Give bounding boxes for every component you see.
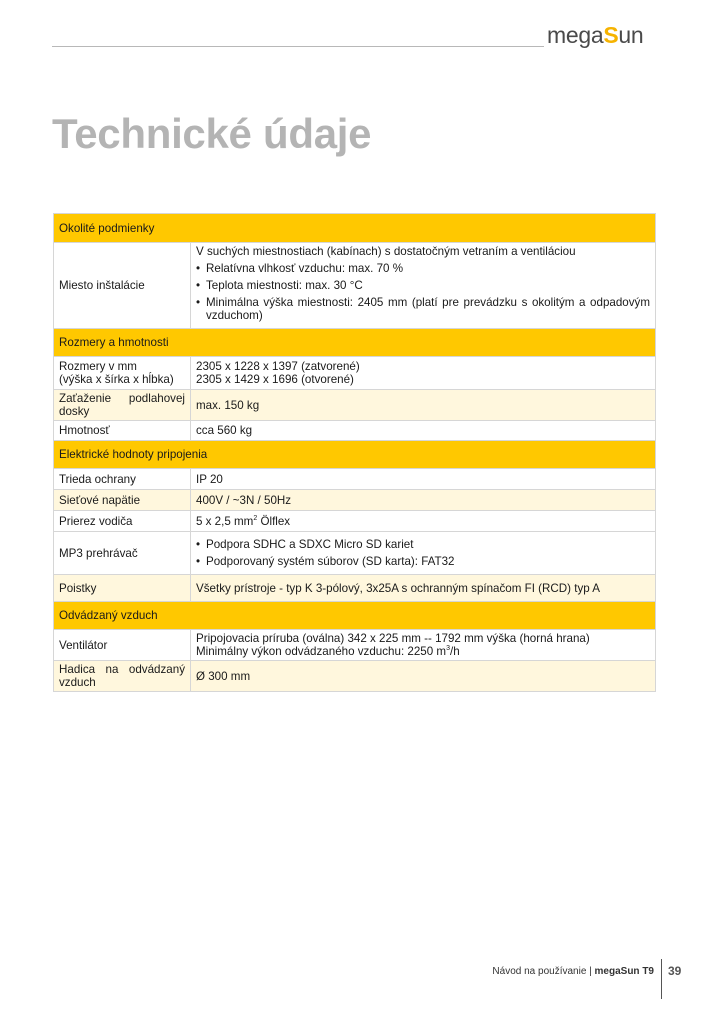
table-row-installation: [54, 243, 656, 329]
install-intro: V suchých miestnostiach (kabínach) s dostatočným vetraním a ventiláciou: [196, 245, 576, 258]
header-rule: [52, 46, 544, 47]
value-line: 2305 x 1429 x 1696 (otvorené): [196, 373, 354, 386]
table-row-fan: [54, 630, 656, 661]
table-row-dimensions: [54, 357, 656, 390]
row-label: [54, 661, 191, 692]
row-label: [54, 390, 191, 421]
page-title: Technické údaje: [52, 110, 372, 157]
superscript: 2: [253, 514, 258, 522]
footer-manual-title: [440, 966, 654, 977]
value-line: Pripojovacia príruba (oválna) 342 x 225 mm -- 1792 mm výška (horná hrana): [196, 632, 590, 645]
row-value: [191, 630, 656, 661]
row-value: Ø 300 mm: [191, 661, 656, 692]
row-value: [191, 243, 656, 329]
list-item: • Podpora SDHC a SDXC Micro SD kariet: [196, 538, 650, 551]
row-value: IP 20: [191, 469, 656, 490]
table-row-cable: [54, 511, 656, 532]
section-heading: Odvádzaný vzduch: [54, 602, 656, 630]
megasun-logo: megaSun: [547, 22, 644, 48]
table-row-floor-load: [54, 390, 656, 421]
label-text: Zaťaženie podlahovej dosky: [59, 392, 185, 418]
label-text: Hadica na odvádzaný vzduch: [59, 663, 185, 689]
airflow-unit: /h: [449, 645, 460, 658]
table-row-voltage: [54, 490, 656, 511]
row-value: cca 560 kg: [191, 421, 656, 441]
list-item: • Teplota miestnosti: max. 30 °C: [196, 279, 650, 292]
row-value: [191, 357, 656, 390]
footer-label: Návod na používanie |: [492, 966, 595, 977]
section-heading: Okolité podmienky: [54, 214, 656, 243]
table-row-protection-class: [54, 469, 656, 490]
section-electrical: [54, 441, 656, 469]
footer-divider: [661, 959, 662, 999]
row-value: [191, 532, 656, 575]
technical-specs-table: [53, 213, 656, 692]
row-label: Sieťové napätie: [54, 490, 191, 511]
superscript: 3: [446, 645, 450, 653]
page-number: 39: [668, 964, 682, 978]
row-value: max. 150 kg: [191, 390, 656, 421]
cable-size: 5 x 2,5 mm: [196, 514, 254, 528]
table-row-hose: [54, 661, 656, 692]
list-item: • Minimálna výška miestnosti: 2405 mm (platí pre prevádzku s okolitým a odpadovým vzduchom): [196, 296, 650, 322]
footer-product: megaSun T9: [594, 966, 654, 977]
list-item: • Relatívna vlhkosť vzduchu: max. 70 %: [196, 262, 650, 275]
row-label: Miesto inštalácie: [54, 243, 191, 329]
table-row-mp3: [54, 532, 656, 575]
airflow-text: Minimálny výkon odvádzaného vzduchu: 2250 m: [196, 645, 447, 658]
table-row-fuses: [54, 575, 656, 602]
row-value: [191, 511, 656, 532]
row-label: MP3 prehrávač: [54, 532, 191, 575]
row-label: Trieda ochrany: [54, 469, 191, 490]
row-label: Prierez vodiča: [54, 511, 191, 532]
row-label: Hmotnosť: [54, 421, 191, 441]
row-label: Ventilátor: [54, 630, 191, 661]
row-value: 400V / ~3N / 50Hz: [191, 490, 656, 511]
value-line: 2305 x 1228 x 1397 (zatvorené): [196, 360, 360, 373]
value-line: [196, 645, 650, 658]
row-value: Všetky prístroje - typ K 3-pólový, 3x25A s ochranným spínačom FI (RCD) typ A: [191, 575, 656, 602]
label-line: (výška x šírka x hĺbka): [59, 373, 174, 386]
row-label: [54, 357, 191, 390]
section-ambient-conditions: [54, 214, 656, 243]
table-row-weight: [54, 421, 656, 441]
section-exhaust-air: [54, 602, 656, 630]
label-line: Rozmery v mm: [59, 360, 137, 373]
row-label: Poistky: [54, 575, 191, 602]
list-item: • Podporovaný systém súborov (SD karta): FAT32: [196, 555, 650, 568]
section-heading: Rozmery a hmotnosti: [54, 329, 656, 357]
cable-type: Ölflex: [257, 514, 291, 528]
section-dimensions-weights: [54, 329, 656, 357]
section-heading: Elektrické hodnoty pripojenia: [54, 441, 656, 469]
